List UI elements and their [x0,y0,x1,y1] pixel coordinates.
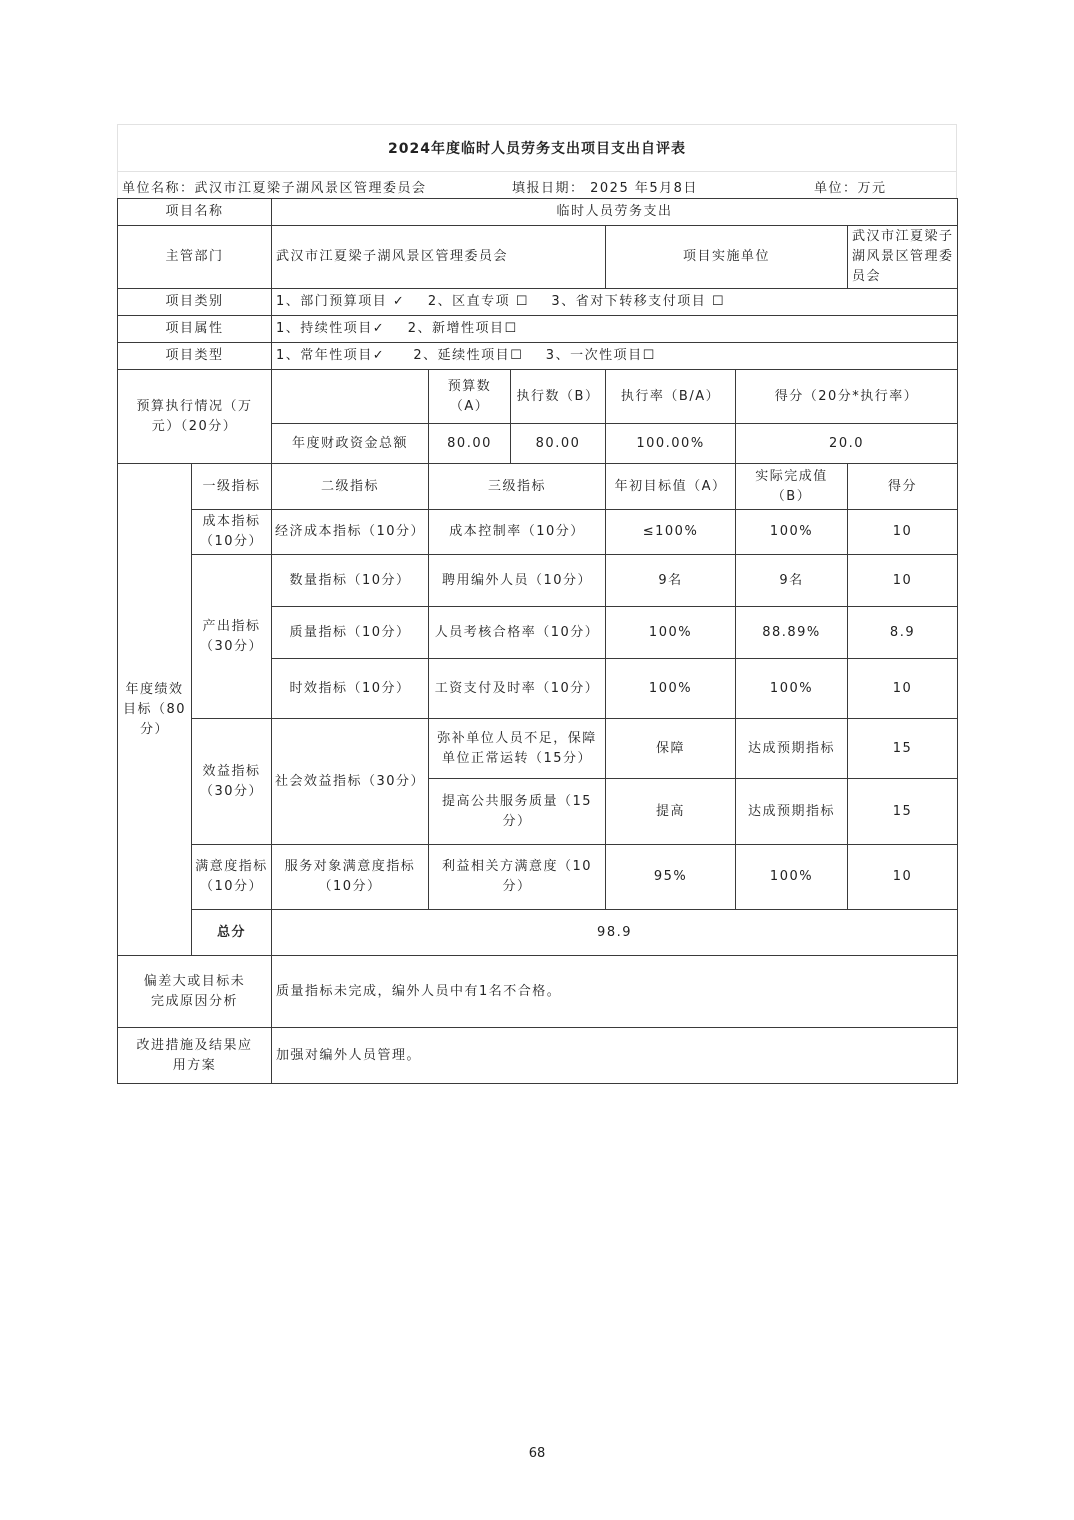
output-target: 9名 [606,555,736,607]
header-level2: 二级指标 [272,464,429,510]
header-actual: 实际完成值（B） [736,464,848,510]
budget-row-label: 年度财政资金总额 [272,424,429,464]
total-label: 总分 [192,910,272,956]
form-meta-row [117,171,957,198]
fill-date: 填报日期： 2025 年5月8日 [512,181,698,196]
output-level1: 产出指标（30分） [192,555,272,719]
output-score: 8.9 [848,607,958,659]
satisfaction-level2: 服务对象满意度指标（10分） [272,845,429,910]
budget-rate-value: 100.00% [606,424,736,464]
benefit-actual: 达成预期指标 [736,719,848,779]
benefit-level1: 效益指标（30分） [192,719,272,845]
cost-score: 10 [848,510,958,555]
satisfaction-target: 95% [606,845,736,910]
output-level2: 时效指标（10分） [272,659,429,719]
header-level3: 三级指标 [429,464,606,510]
type-label: 项目类型 [118,343,272,370]
performance-label: 年度绩效目标（80分） [118,464,192,956]
benefit-level3: 弥补单位人员不足，保障单位正常运转（15分） [429,719,606,779]
impl-unit-label: 项目实施单位 [606,226,848,289]
output-level3: 工资支付及时率（10分） [429,659,606,719]
output-score: 10 [848,659,958,719]
satisfaction-level1: 满意度指标（10分） [192,845,272,910]
output-actual: 100% [736,659,848,719]
header-score: 得分 [848,464,958,510]
budget-b-value: 80.00 [511,424,606,464]
budget-col-rate: 执行率（B/A） [606,370,736,424]
attribute-value: 1、持续性项目✓ 2、新增性项目☐ [272,316,958,343]
satisfaction-score: 10 [848,845,958,910]
impl-unit-value: 武汉市江夏梁子湖风景区管理委员会 [848,226,958,289]
page-number: 68 [528,1446,546,1461]
unit-name: 单位名称：武汉市江夏梁子湖风景区管理委员会 [122,181,427,196]
benefit-level2: 社会效益指标（30分） [272,719,429,845]
cost-level1: 成本指标（10分） [192,510,272,555]
deviation-value: 质量指标未完成，编外人员中有1名不合格。 [272,956,958,1028]
budget-col-score: 得分（20分*执行率） [736,370,958,424]
budget-col-b: 执行数（B） [511,370,606,424]
cost-level3: 成本控制率（10分） [429,510,606,555]
budget-score-value: 20.0 [736,424,958,464]
cost-level2: 经济成本指标（10分） [272,510,429,555]
project-name-label: 项目名称 [118,199,272,226]
budget-blank-cell [272,370,429,424]
improvement-value: 加强对编外人员管理。 [272,1028,958,1084]
budget-col-a: 预算数（A） [429,370,511,424]
satisfaction-actual: 100% [736,845,848,910]
output-actual: 9名 [736,555,848,607]
output-level3: 人员考核合格率（10分） [429,607,606,659]
cost-target: ≤100% [606,510,736,555]
evaluation-form [117,124,957,1084]
cost-actual: 100% [736,510,848,555]
output-level2: 数量指标（10分） [272,555,429,607]
benefit-score: 15 [848,779,958,845]
output-level2: 质量指标（10分） [272,607,429,659]
form-title: 2024年度临时人员劳务支出项目支出自评表 [117,124,957,171]
dept-value: 武汉市江夏梁子湖风景区管理委员会 [272,226,606,289]
category-label: 项目类别 [118,289,272,316]
improvement-label: 改进措施及结果应用方案 [118,1028,272,1084]
category-value: 1、部门预算项目 ✓ 2、区直专项 ☐ 3、省对下转移支付项目 ☐ [272,289,958,316]
project-name-value: 临时人员劳务支出 [272,199,958,226]
currency-unit: 单位：万元 [814,181,887,196]
benefit-actual: 达成预期指标 [736,779,848,845]
header-target: 年初目标值（A） [606,464,736,510]
total-value: 98.9 [272,910,958,956]
output-level3: 聘用编外人员（10分） [429,555,606,607]
output-actual: 88.89% [736,607,848,659]
output-score: 10 [848,555,958,607]
satisfaction-level3: 利益相关方满意度（10分） [429,845,606,910]
budget-a-value: 80.00 [429,424,511,464]
dept-label: 主管部门 [118,226,272,289]
benefit-score: 15 [848,719,958,779]
deviation-label: 偏差大或目标未完成原因分析 [118,956,272,1028]
benefit-target: 提高 [606,779,736,845]
header-level1: 一级指标 [192,464,272,510]
output-target: 100% [606,659,736,719]
benefit-level3: 提高公共服务质量（15分） [429,779,606,845]
budget-label: 预算执行情况（万元）（20分） [118,370,272,464]
output-target: 100% [606,607,736,659]
attribute-label: 项目属性 [118,316,272,343]
benefit-target: 保障 [606,719,736,779]
type-value: 1、常年性项目✓ 2、延续性项目☐ 3、一次性项目☐ [272,343,958,370]
evaluation-table [117,198,958,1084]
